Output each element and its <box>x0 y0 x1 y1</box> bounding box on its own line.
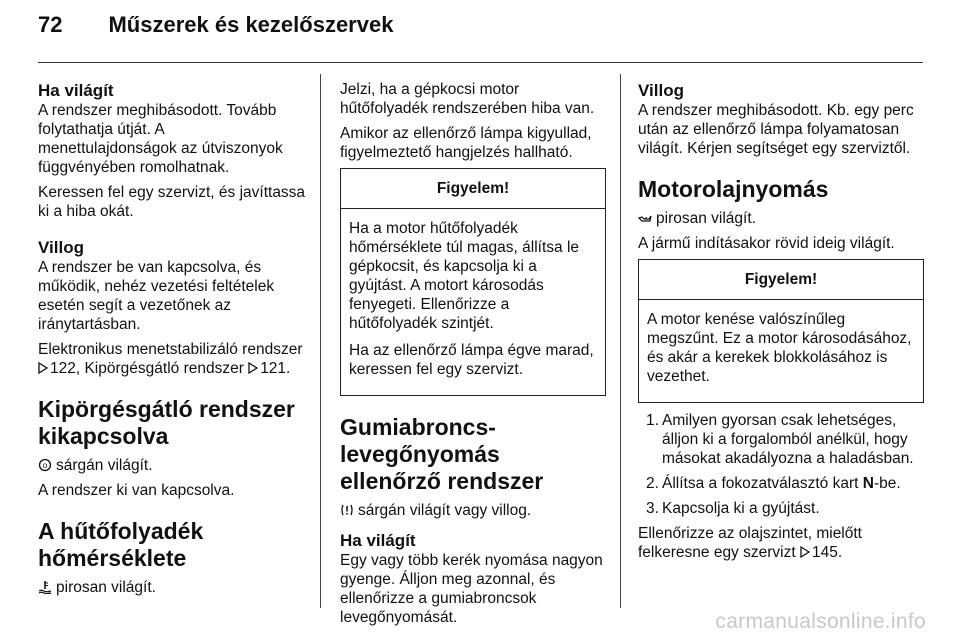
page-reference-text[interactable]: 121. <box>260 360 291 377</box>
page-reference-text[interactable]: 122, Kipörgésgátló rendszer <box>50 360 249 377</box>
section-heading-flashing: Villog <box>638 81 684 100</box>
paragraph: A rendszer meghibásodott. Tovább folytathatja útját. A menettulajdonságok az útviszonyok függvényében romolhatnak. <box>38 102 283 176</box>
list-item <box>638 474 924 493</box>
page-header <box>38 12 393 38</box>
warning-text: Ha a motor hűtőfolyadék hőmérséklete túl magas, állítsa le gépkocsit, és kapcsolja ki a gyújtást. A motort károsodás fenyegeti. Ellenőrizze a hűtőfolyadék szintjét. <box>349 220 580 332</box>
page-reference-arrow-icon <box>38 362 48 374</box>
page-reference-text[interactable]: 145. <box>811 544 843 561</box>
indicator-line <box>38 578 306 597</box>
column-3 <box>638 80 924 568</box>
indicator-text: sárgán világít vagy villog. <box>358 502 532 519</box>
tire-pressure-icon <box>340 503 354 517</box>
indicator-line <box>38 456 306 475</box>
paragraph: A rendszer meghibásodott. Kb. egy perc után az ellenőrző lámpa folyamatosan világít. Kérjen segítséget egy szerviztől. <box>638 102 914 157</box>
svg-text:o: o <box>42 461 48 470</box>
warning-title: Figyelem! <box>341 169 605 209</box>
warning-text: A motor kenése valószínűleg megszűnt. Ez a motor károsodásához, és akár a kerekek blokkolásához is vezethet. <box>647 311 912 385</box>
step-text: Amilyen gyorsan csak lehetséges, álljon ki a forgalomból anélkül, hogy másokat akadályozna a haladásban. <box>662 412 914 467</box>
paragraph: A rendszer be van kapcsolva, és működik, nehéz vezetési feltételek esetén segít a vezetőnek az iránytartásban. <box>38 259 275 333</box>
warning-box <box>340 168 606 396</box>
section-heading-tpms: Gumiabroncs-levegőnyomás ellenőrző rendszer <box>340 414 544 494</box>
step-text: Állítsa a fokozatválasztó kart <box>662 475 863 492</box>
page-reference-arrow-icon <box>248 362 258 374</box>
warning-body <box>341 209 605 395</box>
column-divider-1 <box>320 74 321 608</box>
paragraph-text: Ellenőrizze az olajszintet, mielőtt felkeresne egy szervizt <box>638 525 862 561</box>
paragraph-text: Elektronikus menetstabilizáló rendszer <box>38 341 303 358</box>
list-item <box>638 499 924 518</box>
step-text: Kapcsolja ki a gyújtást. <box>662 500 820 517</box>
section-heading-oil-pressure: Motorolajnyomás <box>638 176 829 202</box>
section-heading-tcs-off: Kipörgésgátló rendszer kikapcsolva <box>38 396 295 449</box>
section-heading-flashing: Villog <box>38 238 84 257</box>
page-number: 72 <box>38 12 63 37</box>
gear-position: N <box>862 475 874 492</box>
paragraph: A jármű indításakor rövid ideig világít. <box>638 235 895 252</box>
header-rule <box>38 62 923 63</box>
paragraph: A rendszer ki van kapcsolva. <box>38 482 235 499</box>
section-heading-lit: Ha világít <box>340 531 416 550</box>
step-number: 1. <box>646 412 659 429</box>
steps-list <box>638 411 924 518</box>
warning-title: Figyelem! <box>639 260 923 300</box>
paragraph: Amikor az ellenőrző lámpa kigyullad, figyelmeztető hangjelzés hallható. <box>340 125 592 161</box>
oil-can-icon <box>638 211 652 225</box>
indicator-text: sárgán világít. <box>56 457 153 474</box>
column-1 <box>38 80 306 603</box>
step-number: 2. <box>646 475 659 492</box>
list-item <box>638 411 924 468</box>
coolant-temperature-icon <box>38 580 52 594</box>
indicator-line <box>340 501 606 520</box>
paragraph-with-references <box>38 340 306 378</box>
tcs-off-icon <box>38 458 52 472</box>
step-text: -be. <box>873 475 901 492</box>
paragraph: Egy vagy több kerék nyomása nagyon gyenge. Álljon meg azonnal, és ellenőrizze a gumiabroncsok levegőnyomását. <box>340 552 603 626</box>
step-number: 3. <box>646 500 659 517</box>
indicator-text: pirosan világít. <box>656 210 756 227</box>
paragraph-with-references <box>638 524 924 562</box>
page-title: Műszerek és kezelőszervek <box>108 12 394 37</box>
warning-body <box>639 300 923 402</box>
paragraph: Jelzi, ha a gépkocsi motor hűtőfolyadék rendszerében hiba van. <box>340 81 595 117</box>
indicator-line <box>638 209 924 228</box>
page-reference-arrow-icon <box>800 546 810 558</box>
paragraph: Keressen fel egy szervizt, és javíttassa ki a hiba okát. <box>38 184 306 220</box>
column-divider-2 <box>620 74 621 608</box>
warning-text: Ha az ellenőrző lámpa égve marad, keressen fel egy szervizt. <box>349 342 594 378</box>
watermark: carmanualsonline.info <box>715 610 926 633</box>
column-2 <box>340 80 606 633</box>
warning-box <box>638 259 924 403</box>
indicator-text: pirosan világít. <box>56 579 156 596</box>
section-heading-coolant: A hűtőfolyadék hőmérséklete <box>38 518 204 571</box>
section-heading-lit: Ha világít <box>38 81 114 100</box>
